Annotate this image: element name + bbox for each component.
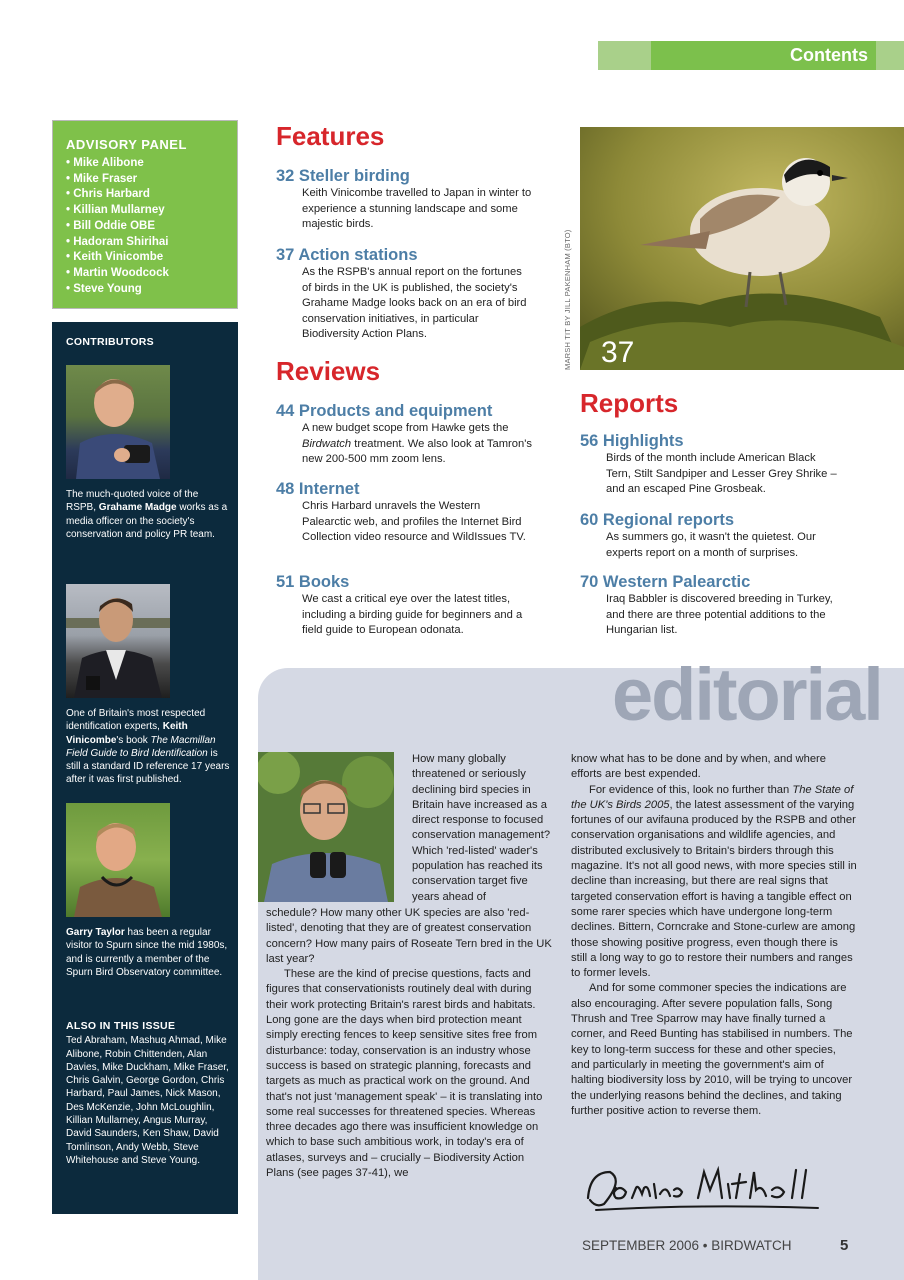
also-in-this-issue-title: ALSO IN THIS ISSUE xyxy=(66,1020,176,1032)
feature-desc: As the RSPB's annual report on the fortunes of birds in the UK is published, the society's Grahame Madge looks back on an era of bird conservation initiatives, in particular Biodiversity Action Plans. xyxy=(302,266,527,340)
also-in-this-issue-names: Ted Abraham, Mashuq Ahmad, Mike Alibone, Robin Chittenden, Alan Davies, Mike Duckham, Mike Fraser, Chris Galvin, George Gordon, Chris Harbard, Paul James, Nick Mason, Des McKenzie, John McLoughlin, Killian Mullarney, Angus Murray, David Saunders, Ken Shaw, David Tomlinson, Andy Webb, Steve Whitehouse and Steve Young. xyxy=(66,1035,229,1166)
also-in-this-issue xyxy=(66,1020,230,1167)
advisory-member: • Hadoram Shirihai xyxy=(66,235,237,251)
editorial-paragraph: For evidence of this, look no further than The State of the UK's Birds 2005, the latest assessment of the varying fortunes of our avifauna produced by the RSPB and other conservation organisations and wildlife agencies, and distributed exclusively to Britain's birders through this magazine. It's not all good news, with more species still in decline than increasing, but there are real signs that targeted conservation effort is having a tangible effect on some rarer species which have undergone long-term declines. Bittern, Corncrake and Stone-curlew are among those showing positive progress, even though there is still a long way to go to restore their numbers and ranges to former levels. xyxy=(571,783,857,980)
advisory-panel-title: ADVISORY PANEL xyxy=(66,137,187,152)
contents-label: Contents xyxy=(651,41,876,70)
feature-desc: Keith Vinicombe travelled to Japan in winter to experience a stunning landscape and some majestic birds. xyxy=(302,187,532,230)
reviews-item-44[interactable] xyxy=(276,402,532,468)
editor-photo xyxy=(258,752,394,902)
advisory-member: • Martin Woodcock xyxy=(66,266,237,282)
features-item-37[interactable] xyxy=(276,246,532,343)
reviews-item-48[interactable] xyxy=(276,480,532,546)
feature-title[interactable]: 37 Action stations xyxy=(276,246,418,264)
contributor-bio-keith-vinicombe: One of Britain's most respected identification experts, Keith Vinicombe's book The Macmillan Field Guide to Bird Identification is still a standard ID reference 17 years after it was first published. xyxy=(66,708,230,786)
contributor-photo-garry-taylor xyxy=(66,803,170,917)
report-title[interactable]: 56 Highlights xyxy=(580,432,684,450)
reviews-heading: Reviews xyxy=(276,356,381,386)
feature-title[interactable]: 32 Steller birding xyxy=(276,167,410,185)
review-title[interactable]: 48 Internet xyxy=(276,480,360,498)
features-item-32[interactable] xyxy=(276,167,532,233)
contributors-title: CONTRIBUTORS xyxy=(66,336,154,348)
report-desc: As summers go, it wasn't the quietest. Our experts report on a month of surprises. xyxy=(606,531,816,559)
reviews-item-51[interactable] xyxy=(276,573,532,639)
contents-header-tab xyxy=(598,41,904,70)
page-number: 5 xyxy=(840,1237,849,1254)
editor-signature xyxy=(580,1160,830,1220)
contributor-photo-keith-vinicombe xyxy=(66,584,170,698)
features-heading: Features xyxy=(276,121,385,151)
advisory-member: • Steve Young xyxy=(66,282,237,298)
photo-page-number: 37 xyxy=(601,336,635,369)
editorial-intro-wrap: How many globally threatened or seriously declining bird species in Britain have increased as a direct response to focused conservation management? Which 'red-listed' wader's population has reached its conservation target five years ahead of xyxy=(412,753,551,903)
advisory-member-list xyxy=(66,156,237,297)
report-desc: Birds of the month include American Black Tern, Stilt Sandpiper and Lesser Grey Shrike – and an escaped Pine Grosbeak. xyxy=(606,452,837,495)
review-title[interactable]: 44 Products and equipment xyxy=(276,402,493,420)
advisory-panel xyxy=(52,120,238,309)
editorial-heading: editorial xyxy=(612,653,882,736)
marsh-tit-photo xyxy=(580,127,904,370)
editorial-paragraph: And for some commoner species the indications are also encouraging. After severe population falls, Song Thrush and Tree Sparrow may have finally turned a corner, and Reed Bunting has stabilised in numbers. The key to long-term success for these and other species, and particularly in meeting the government's aim of halting biodiversity loss by 2010, will be trying to uncover the underlying reasons behind the declines, and taking further positive action to reverse them. xyxy=(571,982,853,1117)
photo-credit: MARSH TIT BY JILL PAKENHAM (BTO) xyxy=(563,229,572,370)
editorial-column-2 xyxy=(571,752,857,1119)
review-desc: Chris Harbard unravels the Western Palearctic web, and profiles the Internet Bird Collection video resource and WildIssues TV. xyxy=(302,500,526,543)
reports-item-60[interactable] xyxy=(580,511,842,561)
advisory-member: • Mike Fraser xyxy=(66,172,237,188)
contributor-photo-grahame-madge xyxy=(66,365,170,479)
advisory-member: • Killian Mullarney xyxy=(66,203,237,219)
contributor-bio-garry-taylor: Garry Taylor has been a regular visitor to Spurn since the mid 1980s, and is currently a member of the Spurn Bird Observatory committee. xyxy=(66,927,228,978)
review-title[interactable]: 51 Books xyxy=(276,573,350,591)
advisory-member: • Chris Harbard xyxy=(66,187,237,203)
editorial-paragraph: These are the kind of precise questions, facts and figures that conservationists routinely deal with during their work protecting Britain's rarest birds and habitats. Long gone are the days when bird protection meant simply erecting fences to keep sensitive sites free from disturbance: today, conservation is an industry whose success is based on strategic planning, forecasts and targets as much as practical work on the ground. And that's not just 'management speak' – it is translating into some real successes for threatened species. Whereas three decades ago there was insufficient knowledge on which to base such ambitious work, in today's era of atlases, surveys and – crucially – Biodiversity Action Plans (see pages 37-41), we xyxy=(266,968,543,1180)
advisory-member: • Mike Alibone xyxy=(66,156,237,172)
contributors-panel xyxy=(52,322,238,1214)
editorial-column-1 xyxy=(266,906,552,1181)
contributor-bio-grahame-madge: The much-quoted voice of the RSPB, Grahame Madge works as a media officer on the society's conservation and policy PR team. xyxy=(66,489,228,540)
reports-heading: Reports xyxy=(580,388,679,418)
advisory-member: • Bill Oddie OBE xyxy=(66,219,237,235)
report-title[interactable]: 70 Western Palearctic xyxy=(580,573,751,591)
review-desc: We cast a critical eye over the latest titles, including a birding guide for beginners and a field guide to European odonata. xyxy=(302,593,523,636)
advisory-member: • Keith Vinicombe xyxy=(66,250,237,266)
editorial-paragraph: know what has to be done and by when, and where efforts are best expended. xyxy=(571,753,827,781)
reports-item-56[interactable] xyxy=(580,432,842,498)
report-desc: Iraq Babbler is discovered breeding in Turkey, and there are three potential additions to the Hungarian list. xyxy=(606,593,833,636)
report-title[interactable]: 60 Regional reports xyxy=(580,511,735,529)
issue-footer: SEPTEMBER 2006 • BIRDWATCH xyxy=(582,1238,792,1253)
review-desc: A new budget scope from Hawke gets the Birdwatch treatment. We also look at Tamron's new 200-500 mm zoom lens. xyxy=(302,422,532,465)
reports-item-70[interactable] xyxy=(580,573,842,639)
editorial-paragraph: schedule? How many other UK species are also 'red-listed', denoting that they are of greatest conservation concern? How many pairs of Roseate Tern bred in the UK last year? xyxy=(266,907,552,965)
